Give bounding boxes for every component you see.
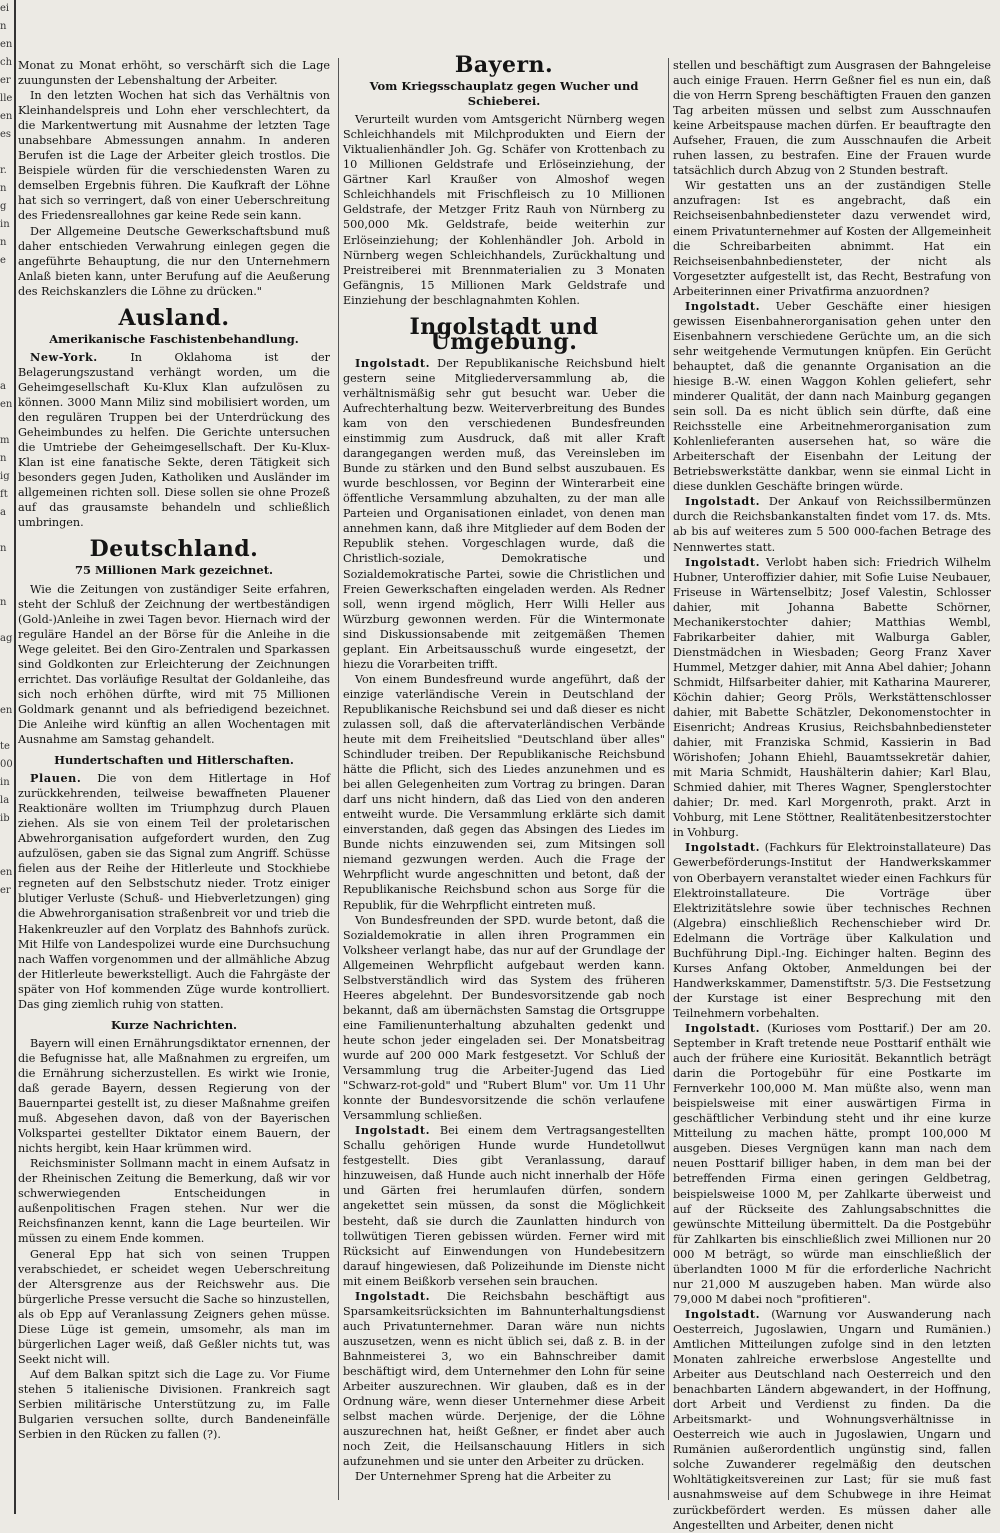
paragraph: Wie die Zeitungen von zuständiger Seite erfahren, steht der Schluß der Zeichnung der wertbeständigen (Gold-)Anleihe in zwei Tagen bevor. Hiernach wird der reguläre Handel an der Börse für die Anleihe in die Wege geleitet. Bei den Giro-Zentralen und Sparkassen sind Goldkonten zur Erleichterung der Zeichnungen errichtet. Das vorläufige Resultat der Goldanleihe, das sich noch erhöhen dürfte, wird mit 75 Millionen Goldmark genannt und als befriedigend bezeichnet. Die Anleihe wird künftig an allen Wochentagen mit Ausnahme am Samstag gehandelt. (18, 582, 330, 746)
paragraph: Bayern will einen Ernährungsdiktator ernennen, der die Befugnisse hat, alle Maßnahmen zu ergreifen, um die Ernährung sicherzustellen. Es wirkt wie Ironie, daß gerade Bayern, dessen Regierung von der Bauernpartei gestellt ist, zu dieser Maßnahme greifen muß. Abgesehen davon, daß von der Bayerischen Volkspartei gestellter Diktator einem Bauern, der nichts hergibt, kein Haar krümmen wird. (18, 1036, 330, 1156)
dateline: Ingolstadt. (355, 355, 431, 370)
paragraph: Monat zu Monat erhöht, so verschärft sich die Lage zuungunsten der Lebenshaltung der Arbeiter. (18, 59, 330, 88)
article-text: Bei einem dem Vertragsangestellten Schallu gehörigen Hunde wurde Hundetollwut festgestellt. Dies gibt Veranlassung, darauf hinzuweisen, daß Hunde auch nicht innerhalb der Höfe und Gärten frei herumlaufen dürfen, sondern angekettet sein müssen, da sonst die Möglichkeit besteht, daß sie durch die Zaunlatten hindurch von tollwütigen Tieren gebissen würden. Ferner wird mit Rücksicht auf Einwendungen von Hundebesitzern darauf hingewiesen, daß Polizeihunde im Dienste nicht mit einem Beißkorb versehen sein brauchen. (343, 1124, 666, 1288)
margin-fragment: n (0, 21, 7, 32)
margin-fragment: ib (0, 813, 10, 824)
article-text: Der Republikanische Reichsbund hielt gestern seine Mitgliederversammlung ab, die verhältnismäßig sehr gut besucht war. Ueber die Aufrechterhaltung bezw. Weiterverbreitung des Bundes kam von den verschiedenen Bundesfreunden einstimmig zum Ausdruck, daß mit aller Kraft darangegangen werden muß, das Vereinsleben im Bunde zu stärken und den Bund selbst auszubauen. Es wurde beschlossen, vor Beginn der Winterarbeit eine öffentliche Versammlung abzuhalten, zu der man alle Parteien und Organisationen einladet, von denen man annehmen kann, daß ihre Mitglieder auf dem Boden der Republik stehen. Vorgeschlagen wurde, daß die Christlich-soziale, Demokratische und Sozialdemokratische Partei, sowie die Christlichen und Freien Gewerkschaften eingeladen werden. Als Redner soll, wenn irgend möglich, Herr Willi Heller aus Würzburg gewonnen werden. Für die Wintermonate sind Diskussionsabende mit zeitgemäßen Themen geplant. Ein Arbeitsausschuß wurde eingesetzt, der hiezu die Vorarbeiten trifft. (343, 356, 665, 671)
margin-fragment: g (0, 201, 7, 212)
margin-fragment: in (0, 777, 10, 788)
paragraph: Verurteilt wurden vom Amtsgericht Nürnberg wegen Schleichhandels mit Milchprodukten und Eiern der Viktualienhändler Joh. Gg. Schäfer von Krottenbach zu 10 Millionen Geldstrafe und Erlöseinziehung, der Gärtner Karl Kraußer von Almoshof wegen Schleichhandels mit Frischfleisch zu 10 Millionen Geldstrafe, der Metzger Fritz Rauh von Nürnberg zu 500,000 Mk. Geldstrafe, beide weiterhin zur Erlöseinziehung; der Kohlenhändler Joh. Arbold in Nürnberg wegen Schleichhandels, Zurückhaltung und Preistreiberei mit Brennmaterialien zu 3 Monaten Gefängnis, 15 Millionen Mark Geldstrafe und Einziehung der beschlagnahmten Kohlen. (343, 113, 665, 307)
article-text: (Warnung vor Auswanderung nach Oesterreich, Jugoslawien, Ungarn und Rumänien.) Amtlichen Mitteilungen zufolge sind in den letzten Monaten zahlreiche erwerbslose Angestellte und Arbeiter aus Deutschland nach Oesterreich und den benachbarten Ländern abgewandert, in der Hoffnung, dort Arbeit und Verdienst zu finden. Da die Arbeitsmarkt- und Wohnungsverhältnisse in Oesterreich wie auch in Jugoslawien, Ungarn und Rumänien außerordentlich ungünstig sind, fallen solche Zuwanderer regelmäßig den deutschen Wohltätigkeitsvereinen zur Last; für sie muß fast ausnahmsweise auf dem Schubwege in ihre Heimat zurückbefördert werden. Es müssen daher alle Angestellten und Arbeiter, denen nicht (673, 1307, 991, 1532)
dateline: Ingolstadt. (685, 298, 761, 313)
margin-fragment (0, 414, 14, 432)
margin-fragment (0, 828, 14, 846)
margin-fragment: n (0, 453, 7, 464)
margin-fragment: ig (0, 471, 10, 482)
article-text: (Fachkurs für Elektroinstallateure) Das Gewerbeförderungs-Institut der Handwerkskammer von Oberbayern veranstaltet wieder einen Fachkurs für Elektroinstallateure. Die Vorträge über Elektrizitätslehre sowie über technisches Rechnen (Algebra) einschließlich Rechenschieber wird Dr. Edelmann die Vorträge über Kalkulation und Buchführung Dipl.-Ing. Eichinger halten. Beginn des Kurses Anfang Oktober, Anmeldungen bei der Handwerkskammer, Damenstiftstr. 5/3. Die Festsetzung der Kurstage ist einer Besprechung mit den Teilnehmern vorbehalten. (673, 841, 991, 1020)
margin-fragment: r. (0, 165, 7, 176)
previous-page-margin (0, 0, 16, 1514)
margin-fragment: a (0, 507, 6, 518)
dateline: Ingolstadt. (685, 1021, 761, 1035)
margin-fragment: a (0, 381, 6, 392)
margin-fragment: en (0, 867, 13, 878)
section-heading-ausland: Ausland. (118, 304, 230, 331)
margin-fragment (0, 360, 14, 378)
section-heading-ingolstadt: Ingolstadt und Umgebung. (409, 313, 599, 355)
dateline: Ingolstadt. (685, 494, 761, 509)
margin-fragment (0, 306, 14, 324)
margin-fragment (0, 612, 14, 630)
paragraph: In den letzten Wochen hat sich das Verhältnis von Kleinhandelspreis und Lohn eher verschlechtert, da die Markentwertung mit Ausnahme der letzten Tage unabsehbare Abmessungen annahm. In anderen Berufen ist die Lage der Arbeiter gleich trostlos. Die Beispiele würden für die verschiedensten Waren zu demselben Ergebnis führen. Die Kaufkraft der Löhne hat sich so verringert, daß von einer Ueberschreitung des Friedensreallohnes gar keine Rede sein kann. (18, 89, 330, 223)
margin-fragment: en (0, 111, 13, 122)
margin-fragment (0, 666, 14, 684)
margin-fragment: er (0, 885, 11, 896)
paragraph: General Epp hat sich von seinen Truppen verabschiedet, er scheidet wegen Ueberschreitung der Altersgrenze aus der Reichswehr aus. Die bürgerliche Presse versucht die Sache so hinzustellen, als ob Epp auf Veranlassung Zeigners gehen müsse. Diese Lüge ist gemein, umsomehr, als man im bürgerlichen Lager weiß, daß Geßler nichts tut, was Seekt nicht will. (18, 1247, 330, 1366)
margin-fragment (0, 900, 14, 918)
column-1 (18, 58, 330, 1500)
dateline: Plauen. (30, 771, 82, 786)
paragraph: Auf dem Balkan spitzt sich die Lage zu. Vor Fiume stehen 5 italienische Divisionen. Frankreich sagt Serbien militärische Unterstützung zu, im Falle Bulgarien versuchen sollte, durch Bandeneinfälle Serbien in den Rücken zu fallen (?). (18, 1367, 330, 1442)
dateline: Ingolstadt. (685, 1306, 761, 1321)
dateline: Ingolstadt. (355, 1288, 431, 1303)
paragraph: stellen und beschäftigt zum Ausgrasen der Bahngeleise auch einige Frauen. Herrn Geßner fiel es nun ein, daß die von Herrn Spreng beschäftigten Frauen den ganzen Tag arbeiten müssen und selbst zum Ausschnaufen keine Arbeitspause machen dürfen. Er beauftragte den Aufseher, Frauen, die zum Ausschnaufen die Arbeit ruhen lassen, zu bestrafen. Eine der Frauen wurde tatsächlich durch Abzug von 2 Stunden bestraft. (673, 59, 991, 178)
paragraph: Der Allgemeine Deutsche Gewerkschaftsbund muß daher entschieden Verwahrung einlegen gegen die angeführte Behauptung, die nur den Unternehmern Anlaß bieten kann, unter Berufung auf die Aeußerung des Reichskanzlers die Löhne zu drücken." (18, 224, 330, 298)
margin-fragment: ch (0, 57, 13, 68)
margin-fragment: n (0, 183, 7, 194)
article-title: 75 Millionen Mark gezeichnet. (74, 563, 274, 578)
margin-fragment: 00 (0, 759, 13, 770)
margin-fragment: ag (0, 633, 13, 644)
margin-fragment: n (0, 543, 7, 554)
section-heading-deutschland: Deutschland. (89, 536, 259, 563)
margin-fragment (0, 522, 14, 540)
margin-fragment: ft (0, 489, 8, 500)
margin-fragment (0, 324, 14, 342)
article-text: (Kurioses vom Posttarif.) Der am 20. September in Kraft tretende neue Posttarif enthält wie auch der frühere eine Kuriosität. Bekanntlich beträgt darin die Portogebühr für eine Postkarte im Fernverkehr 100,000 M. Man müßte also, wenn man beispielsweise mit einer auswärtigen Firma in geschäftlicher Verbindung steht und ihr eine kurze Mitteilung zu machen hätte, prompt 100,000 M ausgeben. Dieses Vergnügen kann man nach dem neuen Posttarif billiger haben, in dem man bei der betreffenden Firma einen geringen Geldbetrag, beispielsweise 1000 M, per Zahlkarte überweist und auf der Rückseite des Zahlungsabschnittes die gewünschte Mitteilung übermittelt. Da die Postgebühr für Zahlkarten bis einschließlich zwei Millionen nur 20 000 M beträgt, so würde man einschließlich der überlandten 1000 M für die erforderliche Nachricht nur 21,000 M auszugeben haben. Man würde also 79,000 M dabei noch "profitieren". (673, 1022, 991, 1306)
paragraph: Von Bundesfreunden der SPD. wurde betont, daß die Sozialdemokratie in allen ihren Programmen ein Volksheer verlangt habe, das nur auf der Grundlage der Allgemeinen Wehrpflicht aufgebaut werden kann. Selbstverständlich wird das System des früheren Heeres abgelehnt. Der Bundesvorsitzende gab noch bekannt, daß am übernächsten Samstag die Ortsgruppe eine Familienunterhaltung abzuhalten gedenkt und heute schon jeder eingeladen sei. Der Monatsbeitrag wurde auf 200 000 Mark festgesetzt. Vor Schluß der Versammlung trug die Arbeiter-Jugend das Lied "Schwarz-rot-gold" und "Rubert Blum" vor. Um 11 Uhr konnte der Bundesvorsitzende die schön verlaufene Versammlung schließen. (343, 913, 665, 1123)
article-text: Ueber Geschäfte einer hiesigen gewissen Eisenbahnerorganisation gehen unter den Eisenbahnern verschiedene Gerüchte um, an die sich sehr weitgehende Vermutungen knüpfen. Ein Gerücht behauptet, daß die genannte Organisation an die hiesige B.-W. einen Waggon Kohlen geliefert, sehr minderer Qualität, der dann nach Mainburg gegangen sein soll. Da es nicht üblich sein dürfte, daß eine Reichsstelle eine Arbeitnehmerorganisation zum Kohlenlieferanten ausersehen hat, so wäre die Arbeiterschaft der Eisenbahn der Leitung der Betriebswerkstätte dankbar, wenn sie einmal Licht in diese dunklen Geschäfte bringen würde. (673, 299, 991, 494)
margin-fragment (0, 270, 14, 288)
article-title: Vom Kriegsschauplatz gegen Wucher und Schieberei. (369, 79, 639, 109)
margin-fragment: en (0, 705, 13, 716)
margin-fragment: n (0, 237, 7, 248)
margin-fragment: es (0, 129, 12, 140)
margin-fragment: la (0, 795, 10, 806)
margin-fragment (0, 144, 14, 162)
margin-fragment: en (0, 39, 13, 50)
column-3 (668, 58, 991, 1532)
article-title: Kurze Nachrichten. (110, 1017, 238, 1032)
margin-fragment: en (0, 399, 13, 410)
margin-fragment: er (0, 75, 11, 86)
margin-fragment (0, 684, 14, 702)
dateline: Ingolstadt. (355, 1123, 431, 1138)
paragraph: Reichsminister Sollmann macht in einem Aufsatz in der Rheinischen Zeitung die Bemerkung, daß wir vor schwerwiegenden Entscheidungen in außenpolitischen Fragen stehen. Nur wer die Reichsfinanzen kennt, kann die Lage beurteilen. Wir müssen zu einem Ende kommen. (18, 1157, 330, 1246)
margin-fragment (0, 648, 14, 666)
paragraph: Wir gestatten uns an der zuständigen Stelle anzufragen: Ist es angebracht, daß ein Reichseisenbahnbediensteter dazu verwendet wird, einem Privatunternehmer auf Kosten der Allgemeinheit die Schreibarbeiten abnimmt. Hat ein Reichseisenbahnbediensteter, der nicht als Vorgesetzter aufgestellt ist, das Recht, Bestrafung von Arbeiterinnen einer Privatfirma anzuordnen? (673, 179, 991, 298)
margin-fragment: in (0, 219, 10, 230)
margin-fragment (0, 846, 14, 864)
paragraph: Der Unternehmer Spreng hat die Arbeiter zu (355, 1470, 612, 1484)
dateline: Ingolstadt. (685, 840, 761, 855)
article-title: Hundertschaften und Hitlerschaften. (54, 753, 294, 768)
margin-fragment: te (0, 741, 10, 752)
article-text: Die von dem Hitlertage in Hof zurückkehrenden, teilweise bewaffneten Plauener Reaktionäre wollten im Triumphzug durch Plauen ziehen. Als sie von einem Teil der proletarischen Abwehrorganisation aufgefordert wurden, den Zug aufzulösen, gaben sie das Signal zum Angriff. Schüsse fielen aus der Reihe der Hitlerleute und Stockhiebe regneten auf den Selbstschutz nieder. Trotz einiger blutiger Verluste (Schuß- und Hiebverletzungen) ging die Abwehrorganisation straßenbreit vor und trieb die Hakenkreuzler auf den Vorplatz des Bahnhofs zurück. Mit Hilfe von Landespolizei wurde eine Durchsuchung nach Waffen vorgenommen und der allmähliche Abzug der Hitlerleute bewerkstelligt. Auch die Fahrgäste der später von Hof kommenden Züge wurde kontrolliert. Das ging ziemlich ruhig von statten. (18, 772, 330, 1011)
article-title: Amerikanische Faschistenbehandlung. (49, 331, 299, 346)
margin-fragment (0, 918, 14, 936)
dateline: New-York. (30, 349, 98, 364)
dateline: Ingolstadt. (685, 554, 761, 569)
margin-fragment: n (0, 597, 7, 608)
margin-fragment (0, 576, 14, 594)
margin-fragment (0, 342, 14, 360)
margin-fragment: ei (0, 3, 10, 14)
margin-fragment (0, 288, 14, 306)
margin-fragment: lle (0, 93, 13, 104)
margin-fragment (0, 720, 14, 738)
margin-fragment: e (0, 255, 6, 266)
article-text: Verlobt haben sich: Friedrich Wilhelm Hubner, Unteroffizier dahier, mit Sofie Luise Neubauer, Friseuse in Wärtenselbitz; Josef Valestin, Schlosser dahier, mit Johanna Babette Schörner, Mechanikerstochter dahier; Matthias Wembl, Fabrikarbeiter dahier, mit Walburga Gabler, Dienstmädchen in Wiesbaden; Georg Franz Xaver Hummel, Metzger dahier, mit Anna Abel dahier; Johann Schmidt, Hilfsarbeiter dahier, mit Katharina Maurerer, Köchin dahier; Georg Pröls, Werkstättenschlosser dahier, mit Babette Schätzler, Dekonomenstochter in Eisenricht; Andreas Krusius, Reichsbahnbediensteter dahier, mit Franziska Schmid, Kassierin in Bad Wörishofen; Johann Ehiehl, Bauamtssekretär dahier, mit Maria Schmidt, Haushälterin dahier; Karl Blau, Schmied dahier, mit Theres Wagner, Spenglerstochter dahier; Dr. med. Karl Morgenroth, prakt. Arzt in Vohburg, mit Lene Stöttner, Realitätenbesitzerstochter in Vohburg. (673, 555, 991, 840)
article-text: Die Reichsbahn beschäftigt aus Sparsamkeitsrücksichten im Bahnunterhaltungsdienst auch Privatunternehmer. Daran wäre nun nichts auszusetzen, wenn es nicht üblich sei, daß z. B. in der Bahnmeisterei 3, wo ein Bahnschreiber damit beschäftigt wird, dem Unternehmer den Lohn für seine Arbeiter auszurechnen. Wir glauben, daß es in der Ordnung wäre, wenn dieser Unternehmer diese Arbeit selbst machen würde. Derjenige, der die Löhne auszurechnen hat, heißt Geßner, er findet aber auch noch Zeit, die Heilsanschauung Hitlers in sich aufzunehmen und sie unter den Arbeiter zu drücken. (343, 1289, 665, 1469)
column-2 (338, 52, 666, 1500)
margin-fragment: m (0, 435, 10, 446)
paragraph: Von einem Bundesfreund wurde angeführt, daß der einzige vaterländische Verein in Deutschland der Republikanische Reichsbund sei und daß dieser es nicht zulassen soll, daß die aftervaterländischen Verbände heute mit dem Freiheitslied "Deutschland über alles" Schindluder treiben. Der Republikanische Reichsbund hätte die Pflicht, sich des Liedes anzunehmen und es bei allen Gelegenheiten zum Vortrag zu bringen. Daran darf uns nicht hindern, daß das Lied von den anderen entweiht wurde. Die Versammlung erklärte sich damit einverstanden, daß gegen das Absingen des Liedes im Bunde nichts einzuwenden sei, zum Mitsingen soll niemand gezwungen werden. Auch die Frage der Wehrpflicht wurde angeschnitten und betont, daß der Republikanische Reichsbund schon aus Sorge für die Republik, für die Wehrpflicht eintreten muß. (343, 672, 665, 912)
margin-fragment (0, 558, 14, 576)
section-heading-bayern: Bayern. (454, 52, 554, 78)
article-text: Der Ankauf von Reichssilbermünzen durch die Reichsbankanstalten findet vom 17. ds. Mts. ab bis auf weiteres zum 5 500 000-fachen Betrage des Nennwertes statt. (673, 495, 991, 554)
article-text: In Oklahoma ist der Belagerungszustand verhängt worden, um die Geheimgesellschaft Ku-Klux Klan aufzulösen zu können. 3000 Mann Miliz sind mobilisiert worden, um den regulären Truppen bei der Unterdrückung des Geheimbundes zu helfen. Die Gerichte untersuchen die Umtriebe der Geheimgesellschaft. Der Ku-Klux-Klan ist eine fanatische Sekte, deren Tätigkeit sich besonders gegen Juden, Katholiken und Ausländer im allgemeinen richten soll. Diese sollen sie ohne Prozeß auf das grausamste behandeln und schließlich umbringen. (18, 350, 331, 530)
